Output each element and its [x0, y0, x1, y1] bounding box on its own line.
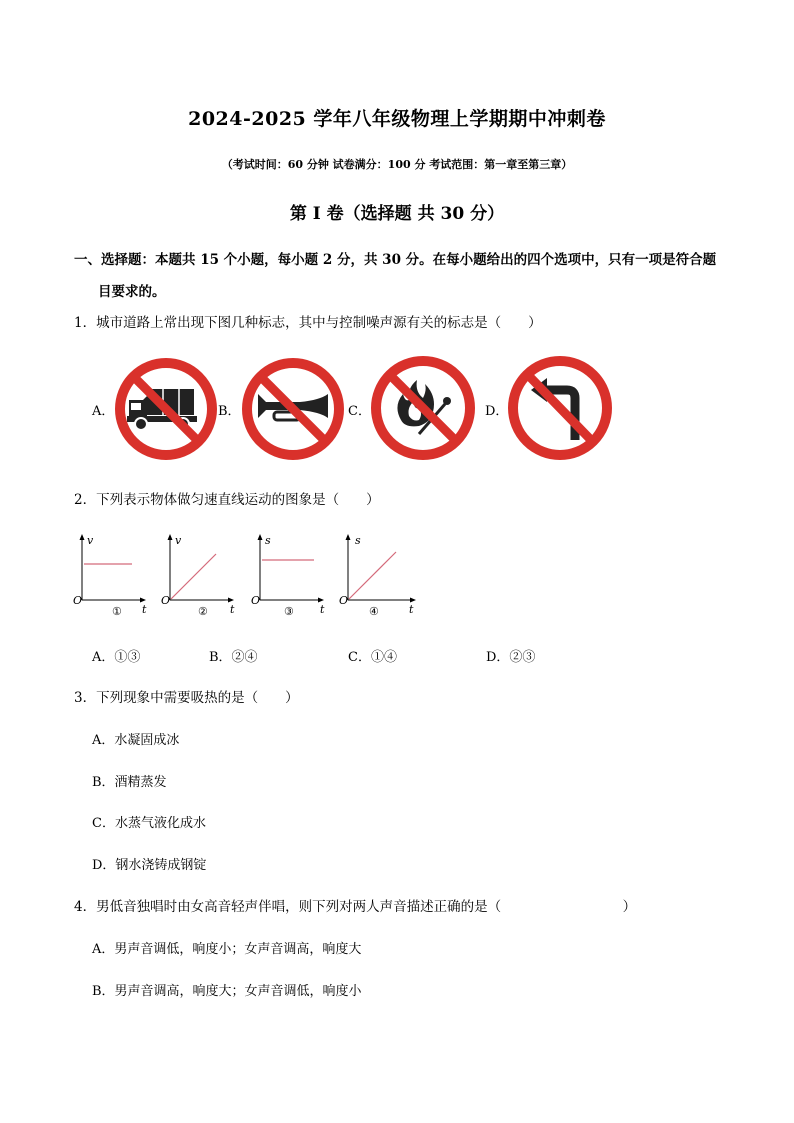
graph-1-y-label: v	[87, 534, 94, 547]
q4-option-b[interactable]: B．男声音调高，响度大；女声音调低，响度小	[92, 984, 362, 999]
graph-3-y-label: s	[265, 534, 271, 547]
graph-4-y-label: s	[355, 534, 361, 547]
instructions-line-2: 目要求的。	[98, 284, 166, 300]
q1-option-b-label: B．	[218, 404, 241, 419]
section-heading: 第 I 卷（选择题 共 30 分）	[289, 204, 505, 224]
question-4-stem: 4．男低音独唱时由女高音轻声伴唱，则下列对两人声音描述正确的是（ ）	[74, 899, 637, 915]
q3-option-b[interactable]: B．酒精蒸发	[92, 775, 167, 790]
q1-option-c-label: C．	[348, 404, 371, 419]
exam-title: 2024-2025 学年八年级物理上学期期中冲刺卷	[188, 108, 606, 130]
q3-option-c[interactable]: C．水蒸气液化成水	[92, 816, 206, 831]
q2-option-a[interactable]: A．①③	[92, 650, 141, 665]
graph-2-v-t-rising	[158, 530, 238, 620]
q3-option-d[interactable]: D．钢水浇铸成钢锭	[92, 858, 207, 873]
graph-2-y-label: v	[175, 534, 182, 547]
graph-3-number: ③	[284, 605, 294, 618]
instructions-line-1: 一、选择题：本题共 15 个小题，每小题 2 分，共 30 分。在每小题给出的四个选项中，只有一项是符合题	[74, 252, 717, 268]
no-left-turn-sign-icon	[507, 354, 613, 462]
graph-4-x-label: t	[409, 603, 414, 616]
q1-option-d-label: D．	[485, 404, 509, 419]
graph-1-v-t-constant	[70, 530, 150, 620]
graph-4-number: ④	[369, 605, 379, 618]
no-truck-sign-icon	[113, 356, 219, 462]
question-1-stem: 1．城市道路上常出现下图几种标志，其中与控制噪声源有关的标志是（ ）	[74, 315, 542, 331]
graph-3-x-label: t	[320, 603, 325, 616]
graph-4-s-t-rising	[336, 530, 420, 620]
graph-2-origin: O	[161, 594, 171, 607]
graph-2-number: ②	[198, 605, 208, 618]
q2-option-d[interactable]: D．②③	[486, 650, 536, 665]
q4-option-a[interactable]: A．男声音调低，响度小；女声音调高，响度大	[92, 942, 362, 957]
no-fire-sign-icon	[369, 354, 477, 462]
question-2-stem: 2．下列表示物体做匀速直线运动的图象是（ ）	[74, 492, 380, 508]
graph-3-origin: O	[251, 594, 261, 607]
graph-4-origin: O	[339, 594, 349, 607]
graph-3-s-t-constant	[248, 530, 328, 620]
q3-option-a[interactable]: A．水凝固成冰	[92, 733, 180, 748]
q2-option-c[interactable]: C．①④	[348, 650, 397, 665]
graph-2-x-label: t	[230, 603, 235, 616]
question-3-stem: 3．下列现象中需要吸热的是（ ）	[74, 690, 299, 706]
graph-1-x-label: t	[142, 603, 147, 616]
q1-option-a-label: A．	[92, 404, 115, 419]
graph-1-number: ①	[112, 605, 122, 618]
no-horn-sign-icon	[240, 356, 346, 462]
exam-info: （考试时间：60 分钟 试卷满分：100 分 考试范围：第一章至第三章）	[221, 158, 573, 171]
q2-option-b[interactable]: B．②④	[209, 650, 258, 665]
graph-1-origin: O	[73, 594, 83, 607]
